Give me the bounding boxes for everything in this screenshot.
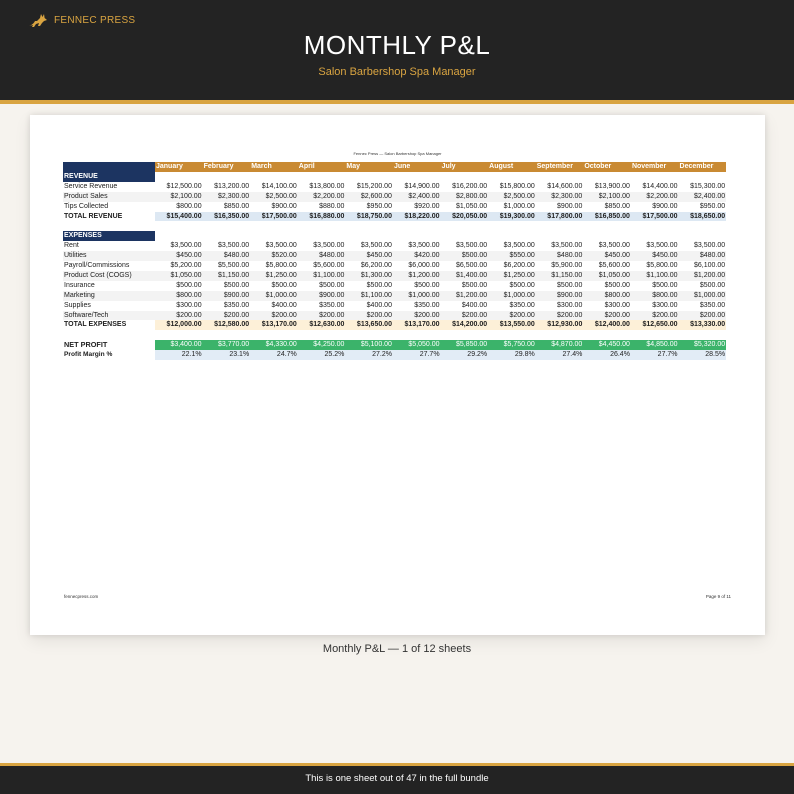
value-cell: $17,500.00	[631, 212, 679, 222]
value-cell: 25.2%	[298, 350, 346, 360]
value-cell: $400.00	[366, 301, 392, 309]
value-cell: $400.00	[271, 301, 297, 309]
value-cell: $3,500.00	[360, 242, 392, 250]
value-cell: $300.00	[557, 301, 583, 309]
value-cell: $500.00	[271, 281, 297, 289]
value-cell: $2,400.00	[393, 192, 441, 202]
value-cell: $200.00	[583, 311, 631, 321]
value-cell: $500.00	[319, 281, 345, 289]
month-header: August	[488, 162, 536, 172]
spacer-cell	[298, 221, 346, 231]
section-row	[63, 172, 726, 182]
value-cell: $14,200.00	[441, 320, 489, 330]
value-cell: $1,000.00	[393, 291, 441, 301]
row-label: Product Sales	[63, 192, 155, 202]
footer-bar	[0, 766, 794, 794]
spacer-cell	[583, 221, 631, 231]
value-cell: $5,900.00	[551, 262, 583, 270]
value-cell: $1,250.00	[250, 271, 298, 281]
value-cell: $15,400.00	[155, 212, 203, 222]
value-cell: $2,300.00	[203, 192, 251, 202]
footer-text: This is one sheet out of 47 in the full bundle	[305, 773, 489, 784]
spacer-cell	[393, 221, 441, 231]
value-cell: $1,100.00	[345, 291, 393, 301]
value-cell: $520.00	[250, 251, 298, 261]
month-header: July	[441, 162, 489, 172]
net-profit-row	[63, 340, 726, 350]
value-cell: $6,200.00	[503, 262, 535, 270]
value-cell: $200.00	[345, 311, 393, 321]
value-cell: $13,800.00	[309, 182, 345, 190]
revenue-row	[63, 182, 726, 192]
row-label: Supplies	[64, 301, 91, 309]
value-cell: 22.1%	[155, 350, 203, 360]
header-divider	[0, 100, 794, 104]
value-cell: $1,200.00	[679, 271, 727, 281]
spacer-cell	[298, 330, 346, 340]
empty-cell	[250, 172, 298, 182]
value-cell: $880.00	[319, 202, 345, 210]
empty-cell	[631, 172, 679, 182]
value-cell: $16,200.00	[452, 182, 488, 190]
value-cell: $5,500.00	[218, 262, 250, 270]
value-cell: $19,300.00	[488, 212, 536, 222]
spacer-cell	[488, 330, 536, 340]
empty-cell	[298, 231, 346, 241]
value-cell: $6,200.00	[360, 262, 392, 270]
empty-cell	[203, 172, 251, 182]
value-cell: $1,050.00	[456, 202, 488, 210]
spacer-cell	[536, 221, 584, 231]
page-title: MONTHLY P&L	[303, 30, 491, 60]
value-cell: $3,500.00	[551, 242, 583, 250]
profit-margin-row	[63, 350, 726, 360]
value-cell: $1,300.00	[345, 271, 393, 281]
spacer-cell	[393, 330, 441, 340]
value-cell: $6,000.00	[408, 262, 440, 270]
expense-row	[63, 261, 726, 271]
spacer-cell	[441, 330, 489, 340]
row-label: Marketing	[63, 291, 155, 301]
spacer-cell	[155, 221, 203, 231]
pl-table	[63, 162, 726, 360]
value-cell: $900.00	[536, 291, 584, 301]
page-subtitle: Salon Barbershop Spa Manager	[318, 66, 476, 78]
value-cell: $13,650.00	[345, 320, 393, 330]
value-cell: $13,170.00	[250, 320, 298, 330]
value-cell: $14,100.00	[261, 182, 297, 190]
empty-cell	[679, 231, 727, 241]
value-cell: $850.00	[223, 202, 250, 210]
revenue-row	[63, 192, 726, 202]
month-header: May	[345, 162, 393, 172]
empty-cell	[488, 231, 536, 241]
value-cell: $1,400.00	[441, 271, 489, 281]
value-cell: $3,500.00	[313, 242, 345, 250]
value-cell: 28.5%	[679, 350, 727, 360]
month-header: April	[298, 162, 346, 172]
row-label: NET PROFIT	[64, 340, 108, 350]
value-cell: $18,650.00	[679, 212, 727, 222]
value-cell: $800.00	[155, 291, 203, 301]
spacer-cell	[679, 221, 727, 231]
value-cell: $500.00	[557, 281, 583, 289]
value-cell: $13,900.00	[594, 182, 630, 190]
spacer-cell	[250, 330, 298, 340]
value-cell: $480.00	[298, 251, 346, 261]
empty-cell	[250, 231, 298, 241]
value-cell: $3,500.00	[693, 242, 726, 250]
value-cell: $950.00	[366, 202, 392, 210]
value-cell: $3,500.00	[265, 242, 297, 250]
month-header: February	[203, 162, 251, 172]
value-cell: $3,500.00	[218, 242, 250, 250]
value-cell: $2,800.00	[441, 192, 489, 202]
value-cell: $2,100.00	[583, 192, 631, 202]
row-label: Tips Collected	[64, 202, 109, 210]
expense-row	[63, 281, 726, 291]
value-cell: $2,300.00	[536, 192, 584, 202]
header-bar	[0, 0, 794, 100]
value-cell: $1,250.00	[488, 271, 536, 281]
value-cell: $800.00	[176, 202, 202, 210]
empty-cell	[488, 172, 536, 182]
value-cell: $1,000.00	[679, 291, 727, 301]
row-label: Rent	[64, 242, 79, 250]
value-cell: $3,500.00	[456, 242, 488, 250]
value-cell: $17,800.00	[536, 212, 584, 222]
value-cell: 24.7%	[250, 350, 298, 360]
month-header: December	[679, 162, 727, 172]
value-cell: $1,200.00	[441, 291, 489, 301]
revenue-row	[63, 202, 726, 212]
value-cell: $4,850.00	[631, 340, 679, 350]
month-header: March	[250, 162, 298, 172]
empty-cell	[536, 172, 584, 182]
value-cell: $200.00	[298, 311, 346, 321]
expense-row	[63, 291, 726, 301]
value-cell: $800.00	[583, 291, 631, 301]
value-cell: $3,770.00	[203, 340, 251, 350]
value-cell: $200.00	[631, 311, 679, 321]
row-label: Profit Margin %	[64, 351, 113, 359]
value-cell: $500.00	[461, 281, 488, 289]
empty-cell	[345, 172, 393, 182]
month-header: September	[536, 162, 584, 172]
value-cell: $950.00	[699, 202, 726, 210]
section-row	[63, 231, 726, 241]
value-cell: $500.00	[604, 281, 630, 289]
spacer-cell	[250, 221, 298, 231]
spacer-cell	[536, 330, 584, 340]
row-label: Product Cost (COGS)	[63, 271, 155, 281]
empty-cell	[441, 172, 489, 182]
value-cell: $450.00	[345, 251, 393, 261]
value-cell: $15,800.00	[499, 182, 535, 190]
total-expenses-row	[63, 320, 726, 330]
value-cell: $900.00	[271, 202, 297, 210]
value-cell: $200.00	[441, 311, 489, 321]
spacer-cell	[345, 221, 393, 231]
month-header: November	[631, 162, 679, 172]
spacer-cell	[63, 221, 155, 231]
value-cell: $900.00	[298, 291, 346, 301]
value-cell: $900.00	[652, 202, 678, 210]
value-cell: $14,400.00	[642, 182, 678, 190]
value-cell: $350.00	[699, 301, 726, 309]
value-cell: $14,600.00	[547, 182, 583, 190]
value-cell: $18,220.00	[393, 212, 441, 222]
expense-row	[63, 311, 726, 321]
empty-cell	[393, 231, 441, 241]
value-cell: $3,500.00	[408, 242, 440, 250]
spacer-cell	[583, 330, 631, 340]
row-label: Payroll/Commissions	[64, 262, 130, 270]
sheet-page-number: Page 9 of 11	[705, 594, 731, 599]
value-cell: 27.2%	[345, 350, 393, 360]
value-cell: $550.00	[488, 251, 536, 261]
empty-cell	[393, 172, 441, 182]
empty-cell	[679, 172, 727, 182]
value-cell: $4,330.00	[250, 340, 298, 350]
empty-cell	[345, 231, 393, 241]
spacer-cell	[488, 221, 536, 231]
value-cell: 27.4%	[536, 350, 584, 360]
value-cell: $480.00	[679, 251, 727, 261]
brand-name: FENNEC PRESS	[54, 14, 136, 26]
row-label: TOTAL REVENUE	[64, 212, 123, 220]
value-cell: $900.00	[203, 291, 251, 301]
spacer-cell	[203, 330, 251, 340]
value-cell: $300.00	[604, 301, 630, 309]
value-cell: $500.00	[414, 281, 440, 289]
month-header: October	[583, 162, 631, 172]
value-cell: $5,050.00	[393, 340, 441, 350]
empty-cell	[155, 172, 203, 182]
value-cell: $1,000.00	[503, 202, 535, 210]
value-cell: $1,050.00	[583, 271, 631, 281]
empty-cell	[441, 231, 489, 241]
value-cell: $350.00	[223, 301, 250, 309]
value-cell: $500.00	[509, 281, 535, 289]
value-cell: $480.00	[203, 251, 251, 261]
spacer-cell	[155, 330, 203, 340]
value-cell: $500.00	[223, 281, 250, 289]
value-cell: $3,500.00	[170, 242, 202, 250]
value-cell: $5,100.00	[345, 340, 393, 350]
value-cell: $1,100.00	[298, 271, 346, 281]
empty-cell	[298, 172, 346, 182]
spacer-cell	[345, 330, 393, 340]
value-cell: $5,600.00	[598, 262, 630, 270]
value-cell: 23.1%	[203, 350, 251, 360]
value-cell: $1,100.00	[631, 271, 679, 281]
value-cell: $200.00	[488, 311, 536, 321]
row-label: Insurance	[64, 281, 95, 289]
value-cell: $5,850.00	[441, 340, 489, 350]
value-cell: $13,550.00	[488, 320, 536, 330]
row-label: Utilities	[63, 251, 155, 261]
value-cell: $13,330.00	[679, 320, 727, 330]
sheet-footer-url: fennecpress.com	[64, 594, 99, 599]
value-cell: $400.00	[461, 301, 488, 309]
value-cell: $12,500.00	[166, 182, 202, 190]
value-cell: $2,200.00	[631, 192, 679, 202]
value-cell: 29.2%	[441, 350, 489, 360]
expense-row	[63, 301, 726, 311]
value-cell: $2,400.00	[679, 192, 727, 202]
spacer-row	[63, 330, 726, 340]
expense-row	[63, 271, 726, 281]
value-cell: $12,400.00	[583, 320, 631, 330]
value-cell: $2,500.00	[250, 192, 298, 202]
value-cell: $3,500.00	[598, 242, 630, 250]
brand[interactable]	[28, 12, 135, 28]
value-cell: $5,200.00	[170, 262, 202, 270]
month-header-corner	[63, 162, 155, 172]
empty-cell	[536, 231, 584, 241]
row-label: Software/Tech	[63, 311, 155, 321]
value-cell: 26.4%	[583, 350, 631, 360]
spacer-cell	[441, 221, 489, 231]
fox-icon	[28, 12, 48, 28]
section-label: REVENUE	[63, 172, 155, 182]
value-cell: $500.00	[652, 281, 678, 289]
value-cell: $4,450.00	[583, 340, 631, 350]
value-cell: $3,500.00	[503, 242, 535, 250]
value-cell: $15,200.00	[356, 182, 392, 190]
value-cell: $200.00	[155, 311, 203, 321]
value-cell: $12,630.00	[298, 320, 346, 330]
value-cell: $200.00	[250, 311, 298, 321]
value-cell: $1,150.00	[203, 271, 251, 281]
value-cell: $2,600.00	[345, 192, 393, 202]
value-cell: $12,580.00	[203, 320, 251, 330]
value-cell: $1,000.00	[488, 291, 536, 301]
spacer-cell	[631, 221, 679, 231]
sheet-header-text: Fennec Press — Salon Barbershop Spa Manager	[353, 151, 442, 156]
sheet-preview[interactable]	[30, 115, 765, 635]
value-cell: 29.8%	[488, 350, 536, 360]
month-header-row	[63, 162, 726, 172]
value-cell: $6,100.00	[693, 262, 726, 270]
value-cell: $13,170.00	[393, 320, 441, 330]
row-label: Service Revenue	[64, 182, 118, 190]
value-cell: $2,200.00	[298, 192, 346, 202]
value-cell: $3,500.00	[646, 242, 678, 250]
spacer-row	[63, 221, 726, 231]
value-cell: $900.00	[557, 202, 583, 210]
value-cell: $16,850.00	[583, 212, 631, 222]
value-cell: $450.00	[631, 251, 679, 261]
value-cell: $200.00	[536, 311, 584, 321]
value-cell: $1,150.00	[536, 271, 584, 281]
value-cell: $420.00	[393, 251, 441, 261]
value-cell: $450.00	[155, 251, 203, 261]
value-cell: $18,750.00	[345, 212, 393, 222]
value-cell: $800.00	[631, 291, 679, 301]
value-cell: $450.00	[583, 251, 631, 261]
row-label: TOTAL EXPENSES	[64, 321, 127, 329]
value-cell: $14,900.00	[404, 182, 440, 190]
empty-cell	[631, 231, 679, 241]
month-header: January	[155, 162, 203, 172]
value-cell: $16,350.00	[203, 212, 251, 222]
value-cell: $12,650.00	[631, 320, 679, 330]
spacer-cell	[203, 221, 251, 231]
value-cell: $6,500.00	[456, 262, 488, 270]
value-cell: $12,000.00	[155, 320, 203, 330]
value-cell: $15,300.00	[690, 182, 726, 190]
value-cell: $350.00	[509, 301, 535, 309]
value-cell: $1,050.00	[155, 271, 203, 281]
value-cell: $17,500.00	[250, 212, 298, 222]
value-cell: 27.7%	[393, 350, 441, 360]
value-cell: $200.00	[203, 311, 251, 321]
value-cell: $500.00	[699, 281, 726, 289]
value-cell: $500.00	[176, 281, 202, 289]
value-cell: $13,200.00	[214, 182, 250, 190]
spacer-cell	[63, 330, 155, 340]
value-cell: $5,320.00	[679, 340, 727, 350]
value-cell: $1,000.00	[250, 291, 298, 301]
section-label: EXPENSES	[63, 231, 155, 241]
value-cell: $1,200.00	[393, 271, 441, 281]
empty-cell	[203, 231, 251, 241]
value-cell: $480.00	[536, 251, 584, 261]
value-cell: $500.00	[441, 251, 489, 261]
empty-cell	[583, 172, 631, 182]
value-cell: $2,100.00	[155, 192, 203, 202]
value-cell: $850.00	[604, 202, 630, 210]
value-cell: $920.00	[414, 202, 440, 210]
value-cell: $200.00	[679, 311, 727, 321]
value-cell: $5,750.00	[488, 340, 536, 350]
value-cell: $350.00	[414, 301, 440, 309]
sheet-caption: Monthly P&L — 1 of 12 sheets	[322, 643, 472, 655]
expense-row	[63, 241, 726, 251]
value-cell: $16,880.00	[298, 212, 346, 222]
spacer-cell	[631, 330, 679, 340]
value-cell: $2,500.00	[488, 192, 536, 202]
value-cell: $12,930.00	[536, 320, 584, 330]
empty-cell	[155, 231, 203, 241]
value-cell: $20,050.00	[441, 212, 489, 222]
value-cell: 27.7%	[631, 350, 679, 360]
total-revenue-row	[63, 212, 726, 222]
value-cell: $200.00	[393, 311, 441, 321]
value-cell: $5,800.00	[646, 262, 678, 270]
value-cell: $4,250.00	[298, 340, 346, 350]
value-cell: $500.00	[366, 281, 392, 289]
empty-cell	[583, 231, 631, 241]
value-cell: $5,800.00	[265, 262, 297, 270]
value-cell: $300.00	[652, 301, 678, 309]
value-cell: $300.00	[176, 301, 202, 309]
value-cell: $3,400.00	[155, 340, 203, 350]
value-cell: $5,600.00	[313, 262, 345, 270]
value-cell: $350.00	[319, 301, 345, 309]
month-header: June	[393, 162, 441, 172]
spacer-cell	[679, 330, 727, 340]
expense-row	[63, 251, 726, 261]
value-cell: $4,870.00	[536, 340, 584, 350]
